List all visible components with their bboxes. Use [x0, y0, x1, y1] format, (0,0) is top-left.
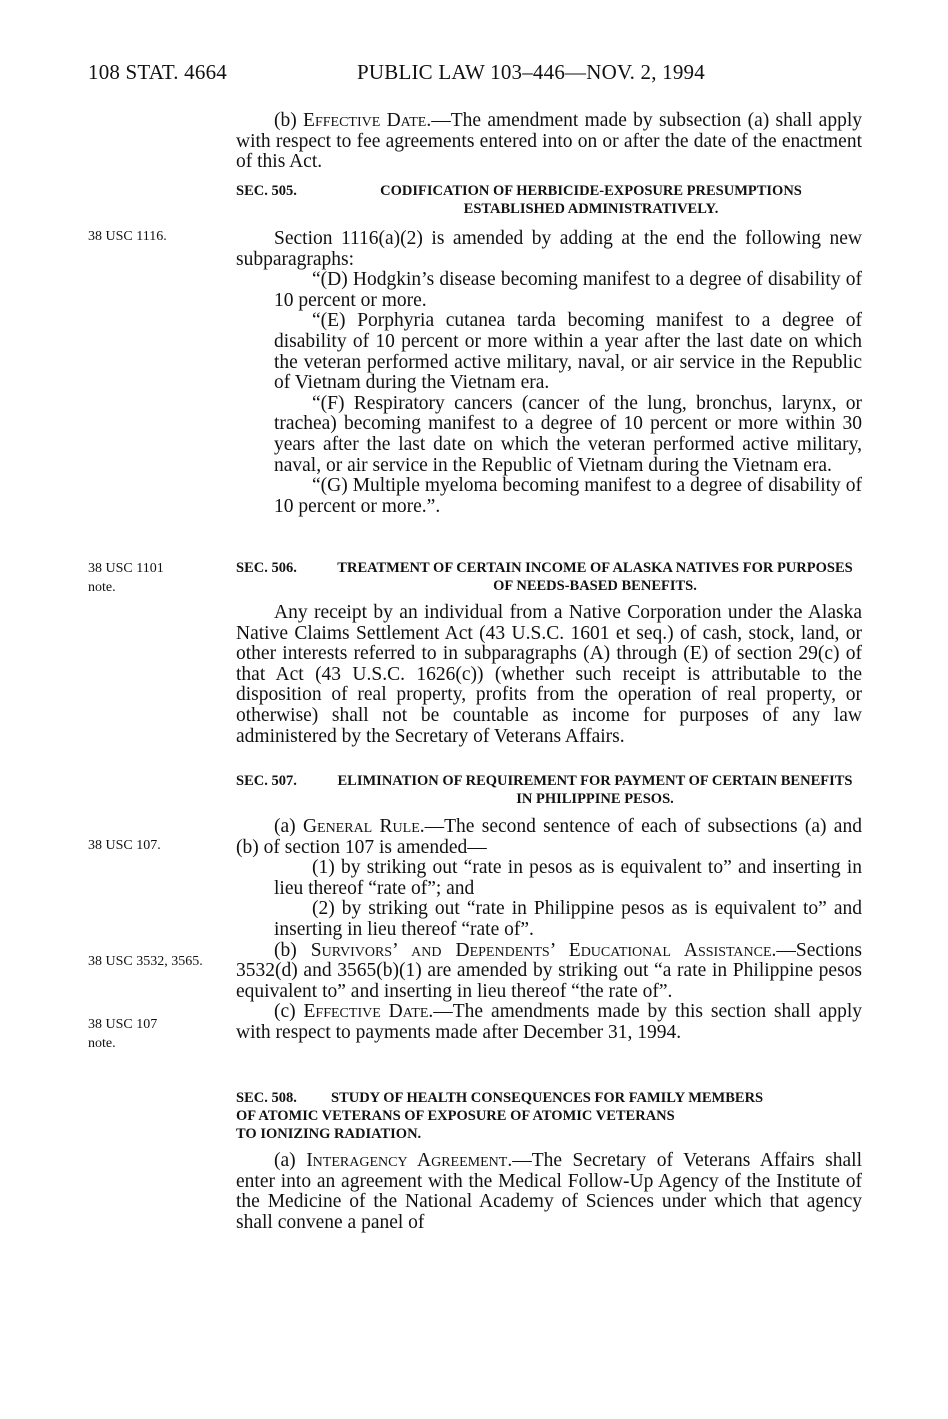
section-title-line2: OF ATOMIC VETERANS OF EXPOSURE OF ATOMIC VETERANS TO IONIZING RADIATION. [236, 1108, 675, 1142]
section-505-heading [236, 182, 862, 218]
section-number: SEC. 507. [236, 773, 297, 789]
subparagraph-g: “(G) Multiple myeloma becoming manifest to a degree of disability of 10 percent or more.”. [274, 475, 862, 517]
section-508-body [236, 1151, 862, 1233]
section-508-heading [236, 1089, 862, 1143]
margin-note: 38 USC 107 note. [88, 1017, 158, 1051]
subsection-heading: Survivors’ and Dependents’ Educational Assistance [310, 939, 772, 961]
section-title-line1: STUDY OF HEALTH CONSEQUENCES FOR FAMILY MEMBERS [331, 1090, 764, 1106]
subsection-b-survivors [236, 941, 862, 1003]
section-505-body [236, 229, 862, 517]
section-title: CODIFICATION OF HERBICIDE-EXPOSURE PRESUMPTIONS ESTABLISHED ADMINISTRATIVELY. [380, 183, 802, 217]
section-title: TREATMENT OF CERTAIN INCOME OF ALASKA NATIVES FOR PURPOSES OF NEEDS-BASED BENEFITS. [337, 560, 853, 594]
margin-note: 38 USC 3532, 3565. [88, 954, 203, 969]
section-intro: Section 1116(a)(2) is amended by adding at the end the following new subparagraphs: [236, 228, 862, 270]
running-header: PUBLIC LAW 103–446—NOV. 2, 1994 [357, 60, 705, 84]
subsection-heading: Effective Date [303, 1001, 429, 1023]
section-507-heading [236, 772, 862, 808]
subparagraph-e: “(E) Porphyria cutanea tarda becoming manifest to a degree of disability of 10 percent or more within a year after the last date on which the veteran performed active military, naval, or air service in the Republic of Vietnam during the Vietnam era. [274, 310, 862, 394]
section-title: ELIMINATION OF REQUIREMENT FOR PAYMENT OF CERTAIN BENEFITS IN PHILIPPINE PESOS. [337, 773, 853, 807]
subsection-label: (a) [274, 816, 303, 837]
subparagraph-d: “(D) Hodgkin’s disease becoming manifest to a degree of disability of 10 percent or more. [274, 269, 862, 311]
subsection-heading: Effective Date [303, 110, 427, 131]
subsection-heading: Interagency Agreement [306, 1150, 508, 1171]
subsection-c-effective-date [236, 1002, 862, 1043]
section-506-body [236, 603, 862, 747]
subsection-a-interagency [236, 1151, 862, 1233]
subsection-b-effective-date [236, 111, 862, 173]
subsection-label: (a) [274, 1150, 307, 1171]
subsection-label: (b) [274, 110, 304, 131]
section-number: SEC. 508. [236, 1090, 297, 1106]
paragraph-2: (2) by striking out “rate in Philippine pesos as is equivalent to” and inserting in lieu thereof “rate of”. [274, 898, 862, 940]
section-506-heading [236, 559, 862, 595]
subsection-text: .—The Secretary of Veterans Affairs shall enter into an agreement with the Medical Follow-Up Agency of the Institute of the Medicine of the National Academy of Sciences under which that agency shall convene a panel of [236, 1150, 862, 1233]
subsection-heading: General Rule [302, 816, 420, 837]
subsection-label: (b) [274, 939, 311, 961]
section-number: SEC. 506. [236, 560, 297, 576]
subsection-a-general-rule [236, 817, 862, 858]
subsection-text: .—The second sentence of each of subsections (a) and (b) of section 107 is amended— [236, 816, 862, 858]
subparagraph-f: “(F) Respiratory cancers (cancer of the lung, bronchus, larynx, or trachea) becoming manifest to a degree of 10 percent or more within 30 years after the last date on which the veteran performed active military, naval, or air service in the Republic of Vietnam during the Vietnam era. [274, 392, 862, 476]
margin-note: 38 USC 1116. [88, 229, 167, 244]
section-number: SEC. 505. [236, 183, 297, 199]
page-stat-number: 108 STAT. 4664 [88, 60, 227, 84]
subsection-text: .—The amendments made by this section shall apply with respect to payments made after December 31, 1994. [236, 1001, 862, 1043]
subsection-label: (c) [274, 1001, 304, 1023]
subsection-text: .—The amendment made by subsection (a) shall apply with respect to fee agreements entered into on or after the date of the enactment of this Act. [236, 110, 862, 173]
paragraph-1: (1) by striking out “rate in pesos as is equivalent to” and inserting in lieu thereof “rate of”; and [274, 857, 862, 899]
section-text: Any receipt by an individual from a Native Corporation under the Alaska Native Claims Settlement Act (43 U.S.C. 1601 et seq.) of cash, stock, land, or other interests referred to in subparagraphs (A) through (E) of section 29(c) of that Act (43 U.S.C. 1626(c)) (whether such receipt is attributable to the disposition of real property, profits from the operation of real property, or otherwise) shall not be countable as income for purposes of any law administered by the Secretary of Veterans Affairs. [236, 602, 862, 747]
subsection-text: .—Sections 3532(d) and 3565(b)(1) are amended by striking out “a rate in Philippine pesos equivalent to” and inserting in lieu thereof “the rate of”. [236, 939, 862, 1002]
section-507-body [236, 817, 862, 1044]
margin-note: 38 USC 1101 note. [88, 561, 164, 595]
margin-note: 38 USC 107. [88, 838, 161, 853]
